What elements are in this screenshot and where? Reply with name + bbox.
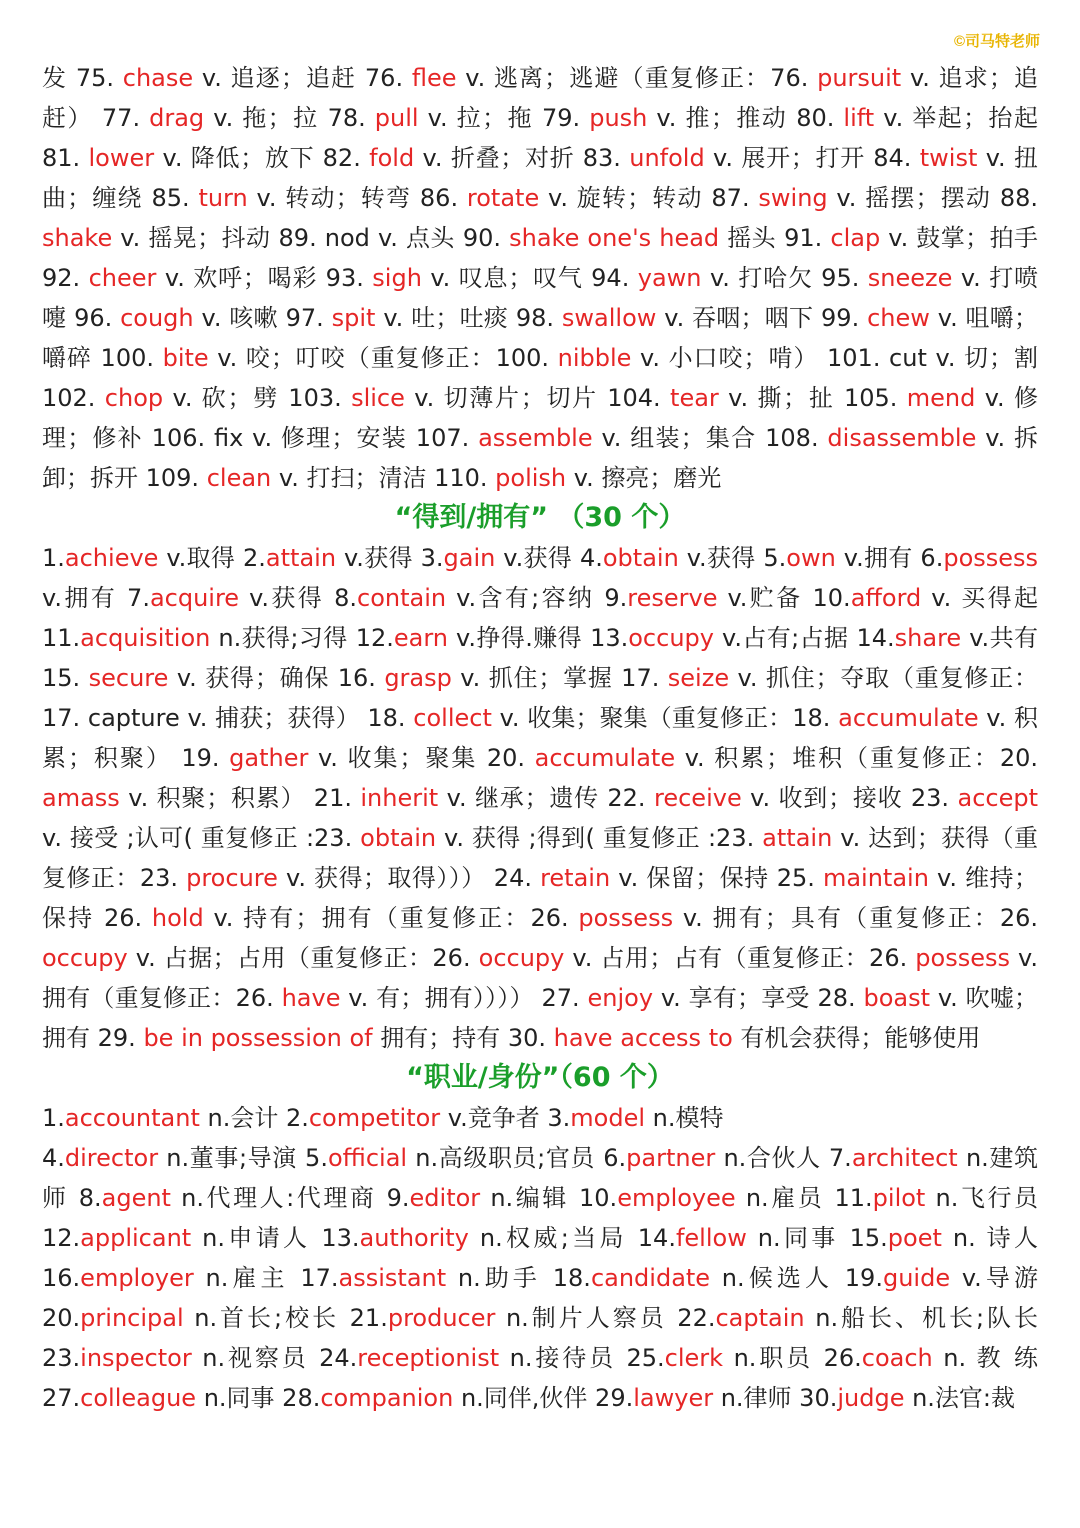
english-word: gain (443, 544, 496, 572)
english-word: occupy (42, 944, 128, 972)
definition-text: n.助手 18. (446, 1264, 591, 1292)
definition-text: n.建筑师 8. (42, 1144, 1038, 1212)
english-word: spit (331, 304, 376, 332)
definition-text: n.高级职员;官员 6. (407, 1144, 627, 1172)
english-word: contain (357, 584, 447, 612)
definition-text: 有机会获得；能够使用 (732, 1024, 981, 1052)
english-word: employee (617, 1184, 736, 1212)
english-word: captain (715, 1304, 805, 1332)
definition-text: v. 拥有（重复修正：26. (42, 944, 1039, 1012)
english-word: coach (861, 1344, 933, 1372)
definition-text: n.视察员 24. (191, 1344, 358, 1372)
definition-text: n.获得;习得 12. (210, 624, 394, 652)
definition-text: n.会计 2. (199, 1104, 309, 1132)
definition-text: n.首长;校长 21. (183, 1304, 388, 1332)
definition-text: n.合伙人 7. (715, 1144, 852, 1172)
definition-text: v.拥有 7. (42, 584, 150, 612)
english-word: pull (374, 104, 419, 132)
english-word: possess (943, 544, 1039, 572)
english-word: swing (758, 184, 828, 212)
definition-text: v. 积累；堆积（重复修正：20. (675, 744, 1038, 772)
definition-text: v.贮备 10. (717, 584, 851, 612)
definition-text: v. 砍；劈 103. (163, 384, 352, 412)
definition-text: n.候选人 19. (710, 1264, 883, 1292)
definition-text: v. 追逐；追赶 76. (193, 64, 412, 92)
english-word: assemble (478, 424, 593, 452)
definition-text: v. 咀嚼；嚼碎 100. (42, 304, 1038, 372)
english-word: share (894, 624, 962, 652)
definition-text: v. 达到；获得（重复修正：23. (42, 824, 1038, 892)
definition-text: v. 打哈欠 95. (701, 264, 868, 292)
definition-text: n.雇员 11. (735, 1184, 873, 1212)
definition-text: v. 咬；叮咬（重复修正：100. (208, 344, 558, 372)
definition-text: n.飞行员 12. (42, 1184, 1039, 1252)
english-word: boast (863, 984, 930, 1012)
english-word: occupy (478, 944, 565, 972)
definition-text: v. 展开；打开 84. (704, 144, 920, 172)
vocabulary-section (42, 1058, 1038, 1418)
english-word: inherit (360, 784, 439, 812)
definition-text: n.代理人:代理商 9. (170, 1184, 410, 1212)
definition-text: v.竞争者 3. (440, 1104, 571, 1132)
definition-text: v. 切薄片；切片 104. (404, 384, 671, 412)
definition-text: n.船长、机长;队长 23. (42, 1304, 1039, 1372)
definition-text: v. 摇摆；摆动 88. (827, 184, 1039, 212)
english-word: partner (626, 1144, 716, 1172)
english-word: amass (42, 784, 120, 812)
definition-text: v. 占据；占用（重复修正：26. (127, 944, 479, 972)
definition-text: v. 有；拥有）））） 27. (340, 984, 588, 1012)
english-word: secure (88, 664, 169, 692)
definition-text: n.接待员 25. (499, 1344, 665, 1372)
definition-text: v. 继承；遗传 22. (438, 784, 654, 812)
english-word: possess (578, 904, 674, 932)
definition-text: v. 维持；保持 26. (42, 864, 1039, 932)
english-word: clap (830, 224, 881, 252)
definition-text: v. 追求；追赶） 77. (42, 64, 1038, 132)
definition-text: v.含有;容纳 9. (446, 584, 628, 612)
definition-text: 4. (42, 1144, 65, 1172)
definition-text: n.律师 30. (713, 1384, 838, 1412)
english-word: drag (149, 104, 205, 132)
definition-text: v.获得 3. (336, 544, 444, 572)
definition-text: v. 吐；吐痰 98. (375, 304, 562, 332)
definition-text: v. 组装；集合 108. (592, 424, 828, 452)
definition-text: v. 鼓掌；拍手 92. (42, 224, 1038, 292)
english-word: chew (867, 304, 930, 332)
definition-text: v.挣得.赚得 13. (448, 624, 629, 652)
english-word: clean (206, 464, 272, 492)
definition-text: v.导游 20. (42, 1264, 1038, 1332)
vocabulary-paragraph (42, 538, 1038, 1058)
english-word: disassemble (827, 424, 977, 452)
definition-text: v. 咳嗽 97. (193, 304, 332, 332)
definition-text: v. 小口咬；啃） 101. cut v. 切；割 102. (42, 344, 1038, 412)
english-word: model (570, 1104, 646, 1132)
english-word: reserve (627, 584, 718, 612)
definition-text: v. 旋转；转动 87. (539, 184, 759, 212)
english-word: editor (409, 1184, 481, 1212)
definition-text: 1. (42, 544, 65, 572)
english-word: pursuit (817, 64, 902, 92)
english-word: own (786, 544, 836, 572)
definition-text: v. 收集；聚集 20. (308, 744, 535, 772)
definition-text: n.同事 15. (746, 1224, 888, 1252)
definition-text: 摇头 91. (719, 224, 831, 252)
definition-text: v. 推；推动 80. (647, 104, 844, 132)
definition-text: v. 拆卸；拆开 109. (42, 424, 1039, 492)
definition-text: v. 抓住；夺取（重复修正：17. capture v. 捕获；获得） 18. (42, 664, 1039, 732)
watermark-text: ©司马特老师 (953, 33, 1040, 50)
definition-text: n.模特 (645, 1104, 724, 1132)
english-word: obtain (360, 824, 437, 852)
english-word: accumulate (838, 704, 979, 732)
english-word: achieve (64, 544, 159, 572)
english-word: employer (80, 1264, 194, 1292)
english-word: slice (351, 384, 405, 412)
english-word: enjoy (587, 984, 654, 1012)
definition-text: v. 享有；享受 28. (653, 984, 864, 1012)
definition-text: v. 保留；保持 25. (610, 864, 823, 892)
english-word: polish (495, 464, 567, 492)
english-word: guide (882, 1264, 951, 1292)
definition-text: n.申请人 13. (191, 1224, 360, 1252)
english-word: yawn (637, 264, 702, 292)
english-word: shake one's head (509, 224, 720, 252)
definition-text: v. 逃离；逃避（重复修正：76. (456, 64, 818, 92)
english-word: principal (80, 1304, 184, 1332)
english-word: chase (122, 64, 194, 92)
english-word: chop (104, 384, 164, 412)
definition-text: n.权威;当局 14. (468, 1224, 676, 1252)
english-word: afford (850, 584, 922, 612)
english-word: mend (906, 384, 976, 412)
english-word: lawyer (633, 1384, 714, 1412)
definition-text: v. 获得 ;得到( 重复修正 :23. (436, 824, 763, 852)
definition-text: n.法官:裁 (904, 1384, 1016, 1412)
vocabulary-paragraph (42, 1098, 1038, 1138)
definition-text: v. 摇晃；抖动 89. nod v. 点头 90. (112, 224, 510, 252)
definition-text: v. 降低；放下 82. (154, 144, 370, 172)
english-word: competitor (308, 1104, 441, 1132)
english-word: fold (369, 144, 415, 172)
english-word: be in possession of (143, 1024, 373, 1052)
english-word: agent (101, 1184, 171, 1212)
section-heading: “职业/身份”（60 个） (406, 1062, 674, 1093)
english-word: tear (670, 384, 719, 412)
definition-text: 发 75. (42, 64, 123, 92)
definition-text: v.获得 4. (495, 544, 603, 572)
english-word: turn (198, 184, 248, 212)
english-word: architect (851, 1144, 958, 1172)
definition-text: v. 拉；拖 79. (418, 104, 590, 132)
english-word: grasp (384, 664, 452, 692)
definition-text: v. 叹息；叹气 94. (421, 264, 638, 292)
vocabulary-section (42, 498, 1038, 1058)
english-word: colleague (80, 1384, 197, 1412)
english-word: receptionist (357, 1344, 500, 1372)
english-word: occupy (628, 624, 714, 652)
english-word: sneeze (867, 264, 953, 292)
english-word: candidate (590, 1264, 711, 1292)
english-word: obtain (602, 544, 679, 572)
english-word: unfold (629, 144, 705, 172)
definition-text: v. 撕；扯 105. (718, 384, 907, 412)
definition-text: v. 积聚；积累） 21. (119, 784, 361, 812)
definition-text: 1. (42, 1104, 65, 1132)
definition-text: v.获得 5. (678, 544, 787, 572)
english-word: cough (120, 304, 194, 332)
definition-text: v. 擦亮；磨光 (566, 464, 722, 492)
definition-text: v. 接受 ;认可( 重复修正 :23. (42, 824, 361, 852)
english-word: procure (186, 864, 278, 892)
english-word: retain (540, 864, 611, 892)
definition-text: v. 拖；拉 78. (204, 104, 375, 132)
vocabulary-paragraph (42, 1138, 1038, 1418)
english-word: bite (162, 344, 209, 372)
english-word: push (589, 104, 648, 132)
english-word: inspector (80, 1344, 192, 1372)
english-word: gather (229, 744, 309, 772)
definition-text: n.编辑 10. (480, 1184, 618, 1212)
definition-text: v.取得 2. (158, 544, 266, 572)
definition-text: v. 欢呼；喝彩 93. (156, 264, 373, 292)
english-word: have access to (553, 1024, 733, 1052)
english-word: poet (887, 1224, 942, 1252)
english-word: applicant (80, 1224, 192, 1252)
english-word: cheer (88, 264, 157, 292)
english-word: shake (42, 224, 113, 252)
english-word: maintain (822, 864, 929, 892)
definition-text: v.共有 15. (42, 624, 1038, 692)
english-word: authority (359, 1224, 469, 1252)
definition-text: v. 举起；抬起 81. (42, 104, 1038, 172)
definition-text: n.同伴,伙伴 29. (453, 1384, 634, 1412)
english-word: hold (151, 904, 204, 932)
english-word: twist (919, 144, 978, 172)
english-word: companion (320, 1384, 454, 1412)
english-word: possess (915, 944, 1010, 972)
definition-text: v.拥有 6. (835, 544, 944, 572)
definition-text: v. 吞咽；咽下 99. (656, 304, 868, 332)
definition-text: v.获得 8. (239, 584, 358, 612)
definition-text: 拥有；持有 30. (372, 1024, 554, 1052)
english-word: seize (667, 664, 730, 692)
english-word: judge (837, 1384, 905, 1412)
definition-text: v. 占用；占有（重复修正：26. (564, 944, 916, 972)
definition-text: n. 教 练 27. (42, 1344, 1038, 1412)
vocabulary-section (42, 58, 1038, 498)
english-word: acquire (149, 584, 240, 612)
english-word: flee (411, 64, 457, 92)
section-heading: “得到/拥有” （30 个） (394, 502, 686, 533)
english-word: nibble (557, 344, 632, 372)
english-word: clerk (664, 1344, 724, 1372)
definition-text: v. 持有；拥有（重复修正：26. (203, 904, 579, 932)
definition-text: v. 获得；取得））） 24. (277, 864, 541, 892)
english-word: have (281, 984, 341, 1012)
definition-text: v. 获得；确保 16. (168, 664, 385, 692)
english-word: fellow (675, 1224, 747, 1252)
english-word: rotate (466, 184, 540, 212)
english-word: earn (393, 624, 449, 652)
definition-text: v. 收集；聚集（重复修正：18. (491, 704, 839, 732)
vocabulary-page (42, 58, 1038, 1418)
definition-text: n.同事 28. (196, 1384, 321, 1412)
english-word: official (327, 1144, 408, 1172)
english-word: director (64, 1144, 159, 1172)
definition-text: v. 转动；转弯 86. (247, 184, 467, 212)
definition-text: v. 打扫；清洁 110. (271, 464, 496, 492)
definition-text: v. 扭曲；缠绕 85. (42, 144, 1039, 212)
english-word: accumulate (534, 744, 676, 772)
definition-text: v. 积累；积聚） 19. (42, 704, 1038, 772)
definition-text: v. 拥有；具有（重复修正：26. (673, 904, 1038, 932)
english-word: attain (265, 544, 337, 572)
definition-text: v. 买得起 11. (42, 584, 1038, 652)
english-word: receive (654, 784, 742, 812)
english-word: swallow (561, 304, 657, 332)
definition-text: v. 打喷嚏 96. (42, 264, 1039, 332)
definition-text: v.占有;占据 14. (713, 624, 895, 652)
vocabulary-paragraph (42, 58, 1038, 498)
definition-text: v. 抓住；掌握 17. (451, 664, 668, 692)
english-word: acquisition (80, 624, 211, 652)
english-word: attain (762, 824, 833, 852)
definition-text: v. 修理；修补 106. fix v. 修理；安装 107. (42, 384, 1039, 452)
english-word: assistant (338, 1264, 447, 1292)
english-word: lift (843, 104, 875, 132)
english-word: producer (387, 1304, 496, 1332)
english-word: accept (957, 784, 1039, 812)
definition-text: n.雇主 17. (193, 1264, 339, 1292)
english-word: accountant (64, 1104, 200, 1132)
definition-text: v. 吹嘘；拥有 29. (42, 984, 1039, 1052)
definition-text: v. 折叠；对折 83. (414, 144, 630, 172)
english-word: collect (413, 704, 492, 732)
definition-text: n.制片人察员 22. (495, 1304, 716, 1332)
english-word: lower (88, 144, 155, 172)
english-word: sigh (372, 264, 422, 292)
definition-text: n.职员 26. (723, 1344, 862, 1372)
definition-text: n.董事;导演 5. (158, 1144, 328, 1172)
definition-text: n. 诗人 16. (42, 1224, 1039, 1292)
english-word: pilot (872, 1184, 926, 1212)
definition-text: v. 收到；接收 23. (741, 784, 958, 812)
